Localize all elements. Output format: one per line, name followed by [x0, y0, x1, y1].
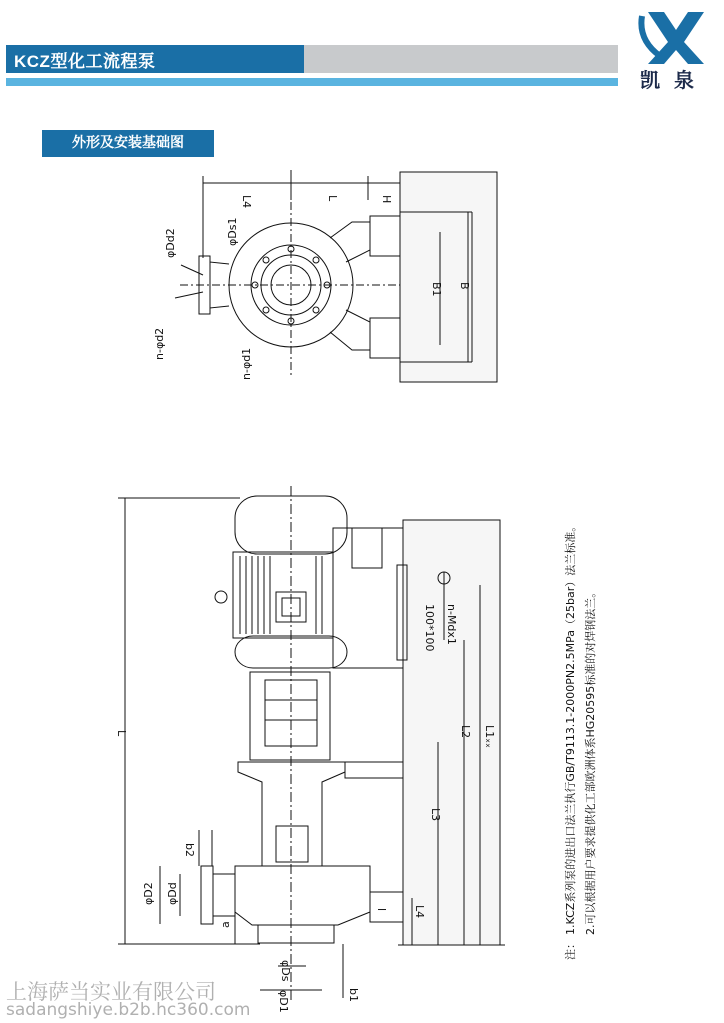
side-view: [118, 486, 505, 1000]
dim-B1: B1: [430, 282, 443, 297]
dim-phi-Dd2: φDd2: [164, 228, 177, 258]
dim-a: a: [219, 921, 232, 928]
note-line-2: 2.可以根据用户要求提供化工部欧洲体系HG20595标准的对焊钢法兰。: [584, 586, 597, 935]
dim-L-top: L: [326, 195, 339, 202]
notes-prefix: 注：: [564, 938, 577, 960]
dim-phi-Dd: φDd: [166, 882, 179, 905]
section-title: 外形及安装基础图: [42, 130, 214, 157]
dim-n-Mdx1: n-Mdx1: [445, 604, 458, 645]
dim-L2: L2: [459, 725, 472, 739]
dim-H-top: H: [380, 195, 393, 204]
dim-B: B: [458, 282, 471, 290]
watermark-company: 上海萨当实业有限公司: [6, 980, 216, 1004]
dim-b1: b1: [347, 988, 360, 1002]
dim-L4-top: L4: [240, 195, 253, 209]
page-title: KCZ型化工流程泵: [14, 52, 156, 71]
dim-L4-side: L4: [413, 905, 426, 919]
dim-b2: b2: [183, 843, 196, 857]
watermark-url: sadangshiye.b2b.hc360.com: [6, 1000, 251, 1020]
dim-phi-D2: φD2: [142, 882, 155, 905]
dim-L-side: L: [115, 730, 128, 737]
dim-phi-Ds1: φDs1: [226, 217, 239, 246]
dim-L1: L1ₓₓ: [483, 725, 496, 748]
note-line-1: 1.KCZ系列泵的进出口法兰执行GB/T9113.1-2000PN2.5MPa（25bar）法兰标准。: [564, 520, 577, 935]
dim-l: l: [375, 908, 388, 912]
brand-name: 凯泉: [640, 68, 708, 92]
dim-phi-Ds: φDs: [279, 960, 292, 982]
dim-phi-D1: φD1: [277, 990, 290, 1013]
dim-n-phi-d1: n-φd1: [240, 347, 253, 380]
dim-bolt-size: 100*100: [423, 604, 436, 652]
dim-n-phi-d2: n-φd2: [153, 327, 166, 360]
top-view: [175, 170, 497, 382]
notes-block: [556, 520, 616, 960]
dim-L3: L3: [429, 808, 442, 822]
